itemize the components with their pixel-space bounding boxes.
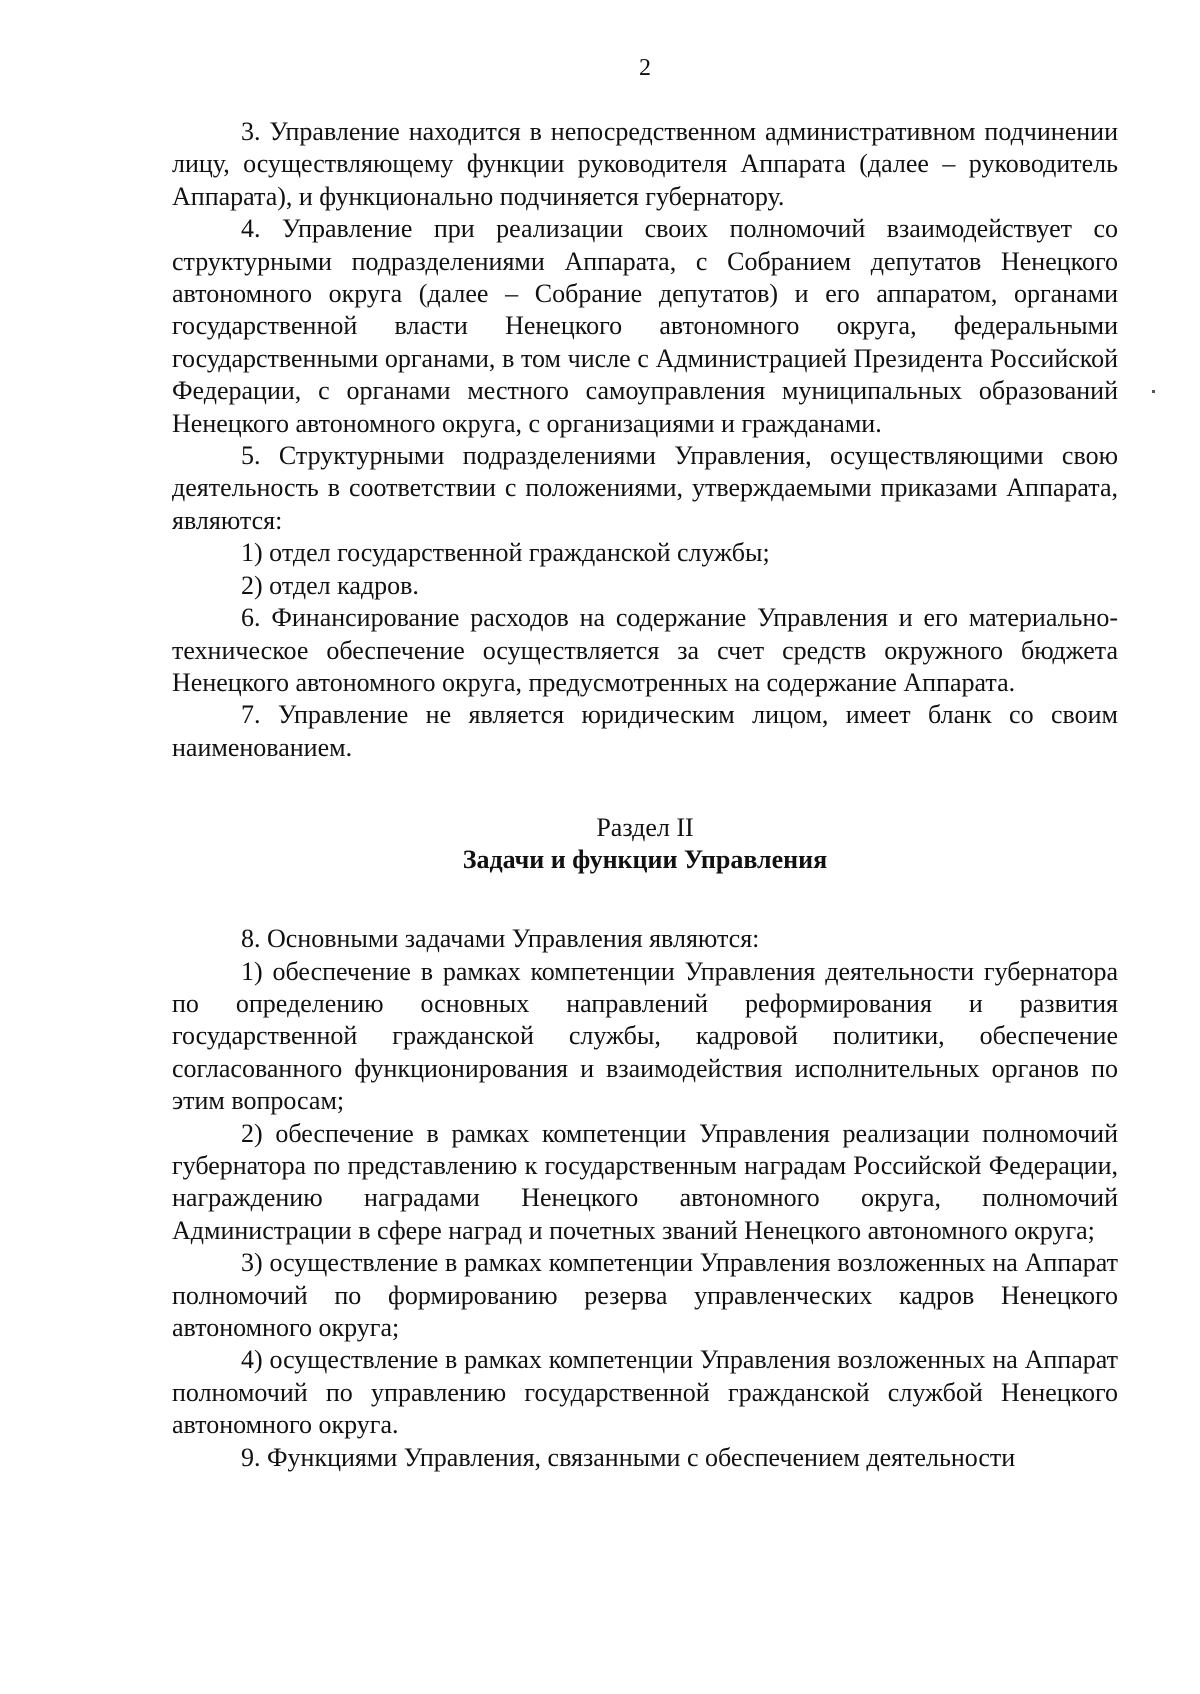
paragraph-7: 7. Управление не является юридическим лицом, имеет бланк со своим наименованием. (172, 700, 1118, 762)
list-item-department-personnel: 2) отдел кадров. (241, 570, 419, 600)
page-number: 2 (639, 55, 651, 81)
paragraph-8: 8. Основными задачами Управления являются: (241, 924, 760, 954)
paragraph-4: 4. Управление при реализации своих полномочий взаимодействует со структурными подразделениями Аппарата, с Собранием депутатов Ненецкого автономного округа (далее – Собрание депутатов) и его аппаратом, органами государственной власти Ненецкого автономного округа, федеральными государственными органами, в том числе с Администрацией Президента Российской Федерации, с органами местного самоуправления муниципальных образований Ненецкого автономного округа, с организациями и гражданами. (172, 214, 1118, 438)
paragraph-6: 6. Финансирование расходов на содержание Управления и его материально-техническое обеспечение осуществляется за счет средств окружного бюджета Ненецкого автономного округа, предусмотренных на содержание Аппарата. (172, 603, 1118, 697)
section-title: Задачи и функции Управления (462, 845, 828, 875)
document-body (172, 116, 1118, 1474)
list-item-department-civil-service: 1) отдел государственной гражданской службы; (241, 538, 770, 568)
paragraph-9: 9. Функциями Управления, связанными с обеспечением деятельности (241, 1442, 1016, 1472)
task-item-1: 1) обеспечение в рамках компетенции Управления деятельности губернатора по определению основных направлений реформирования и развития государственной гражданской службы, кадровой политики, обеспечение согласованного функционирования и взаимодействия исполнительных органов по этим вопросам; (172, 956, 1118, 1116)
paragraph-3: 3. Управление находится в непосредственном административном подчинении лицу, осуществляющему функции руководителя Аппарата (далее – руководитель Аппарата), и функционально подчиняется губернатору. (172, 117, 1118, 211)
scan-speck (1152, 390, 1155, 393)
section-number: Раздел II (596, 813, 694, 843)
section-heading (172, 812, 1118, 876)
task-item-4: 4) осуществление в рамках компетенции Управления возложенных на Аппарат полномочий по управлению государственной гражданской службой Ненецкого автономного округа. (172, 1345, 1118, 1440)
task-item-2: 2) обеспечение в рамках компетенции Управления реализации полномочий губернатора по представлению к государственным наградам Российской Федерации, награждению наградами Ненецкого автономного округа, полномочий Администрации в сфере наград и почетных званий Ненецкого автономного округа; (172, 1118, 1118, 1245)
paragraph-5: 5. Структурными подразделениями Управления, осуществляющими свою деятельность в соответствии с положениями, утверждаемыми приказами Аппарата, являются: (172, 441, 1118, 535)
task-item-3: 3) осуществление в рамках компетенции Управления возложенных на Аппарат полномочий по формированию резерва управленческих кадров Ненецкого автономного округа; (172, 1248, 1118, 1342)
